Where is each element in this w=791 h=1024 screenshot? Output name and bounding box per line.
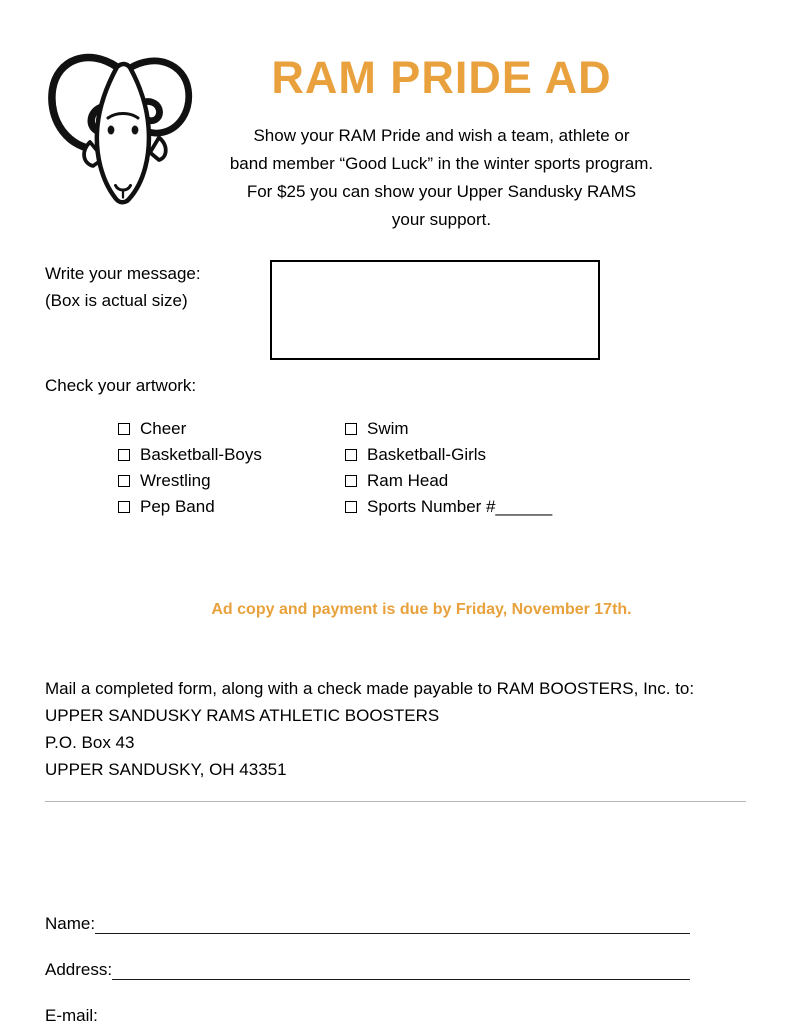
checkbox-icon[interactable] — [345, 449, 357, 461]
artwork-checklist — [118, 418, 791, 517]
intro-paragraph — [195, 122, 688, 234]
address-field-row — [45, 958, 690, 980]
ram-head-logo-icon — [45, 46, 195, 234]
message-box[interactable] — [270, 260, 600, 360]
artwork-option-label: Swim — [367, 418, 409, 438]
artwork-option-label: Basketball-Girls — [367, 444, 487, 464]
message-section — [45, 260, 746, 360]
checkbox-icon[interactable] — [118, 449, 130, 461]
artwork-option-label: Pep Band — [140, 496, 215, 516]
header — [45, 46, 746, 234]
artwork-option-ram-head — [345, 470, 791, 491]
intro-line: For $25 you can show your Upper Sandusky RAMS — [246, 182, 637, 201]
checkbox-icon[interactable] — [345, 475, 357, 487]
artwork-option-pep-band — [118, 496, 345, 517]
checkbox-icon[interactable] — [118, 475, 130, 487]
artwork-option-label: Wrestling — [140, 470, 211, 490]
contact-fields — [45, 912, 690, 1024]
name-label: Name: — [45, 914, 96, 933]
mailing-line: P.O. Box 43 — [45, 733, 135, 752]
artwork-option-cheer — [118, 418, 345, 439]
due-date-notice: Ad copy and payment is due by Friday, November 17th. — [211, 601, 632, 618]
page-title: RAM PRIDE AD — [271, 52, 612, 103]
artwork-option-basketball-girls — [345, 444, 791, 465]
section-divider — [45, 801, 746, 802]
email-field-row — [45, 1004, 690, 1024]
checkbox-icon[interactable] — [118, 501, 130, 513]
email-label: E-mail: — [45, 1006, 98, 1024]
checkbox-icon[interactable] — [118, 423, 130, 435]
address-input-line[interactable] — [112, 960, 690, 980]
address-label: Address: — [45, 960, 113, 979]
mailing-line: Mail a completed form, along with a check made payable to RAM BOOSTERS, Inc. to: — [45, 679, 695, 698]
mailing-line: UPPER SANDUSKY, OH 43351 — [45, 760, 287, 779]
artwork-option-sports-number — [345, 496, 791, 517]
name-field-row — [45, 912, 690, 934]
header-text — [195, 46, 746, 234]
intro-line: your support. — [391, 210, 492, 229]
artwork-option-basketball-boys — [118, 444, 345, 465]
artwork-heading: Check your artwork: — [45, 376, 197, 395]
artwork-option-label: Ram Head — [367, 470, 449, 490]
intro-line: Show your RAM Pride and wish a team, athlete or — [253, 126, 630, 145]
artwork-option-label: Basketball-Boys — [140, 444, 262, 464]
checkbox-icon[interactable] — [345, 501, 357, 513]
intro-line: band member “Good Luck” in the winter sports program. — [229, 154, 654, 173]
mailing-line: UPPER SANDUSKY RAMS ATHLETIC BOOSTERS — [45, 706, 440, 725]
email-input-line[interactable] — [107, 1006, 690, 1024]
message-label — [45, 260, 270, 360]
artwork-option-label: Cheer — [140, 418, 187, 438]
artwork-option-wrestling — [118, 470, 345, 491]
mailing-instructions — [45, 675, 746, 783]
name-input-line[interactable] — [95, 914, 690, 934]
message-label-line1: Write your message: — [45, 264, 201, 283]
message-label-line2: (Box is actual size) — [45, 291, 188, 310]
artwork-option-label: Sports Number #______ — [367, 496, 553, 516]
checkbox-icon[interactable] — [345, 423, 357, 435]
artwork-option-swim — [345, 418, 791, 439]
